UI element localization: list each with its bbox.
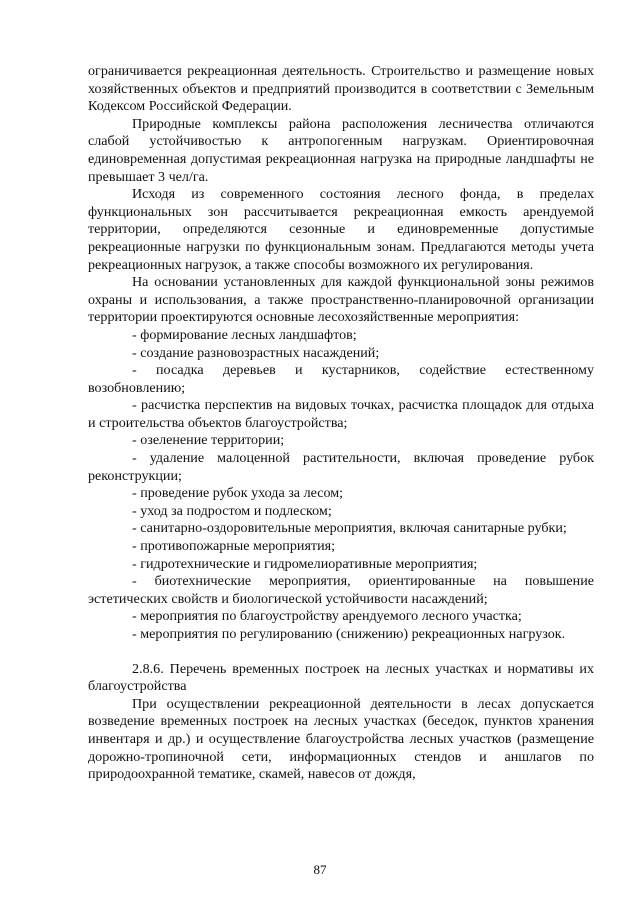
- paragraph-temporary-buildings: При осуществлении рекреационной деятельности в лесах допускается возведение временных построек на лесных участках (беседок, пунктов хранения инвентаря и др.) и осуществление благоустройства лесных участков (размещение дорожно-тропиночной сети, информационных стендов и аншлагов по природоохранной тематике, скамей, навесов от дождя,: [88, 695, 594, 783]
- list-item: - посадка деревьев и кустарников, содействие естественному возобновлению;: [88, 362, 594, 396]
- list-item: - мероприятия по благоустройству арендуемого лесного участка;: [132, 608, 522, 625]
- list-item: - гидротехнические и гидромелиоративные мероприятия;: [132, 555, 478, 572]
- paragraph-recreational-capacity: Исходя из современного состояния лесного фонда, в пределах функциональных зон рассчитывается рекреационная емкость арендуемой территории, определяются сезонные и единовременные допустимые рекреационные нагрузки по функциональным зонам. Предлагаются методы учета рекреационных нагрузок, а также способы возможного их регулирования.: [88, 186, 594, 273]
- list-item: - формирование лесных ландшафтов;: [132, 326, 357, 343]
- list-item: - создание разновозрастных насаждений;: [132, 344, 380, 361]
- section-heading: 2.8.6. Перечень временных построек на лесных участках и нормативы их благоустройства: [88, 660, 594, 695]
- page-number: 87: [313, 862, 327, 877]
- list-item: - озеленение территории;: [132, 432, 285, 449]
- paragraph-natural-complexes: Природные комплексы района расположения лесничества отличаются слабой устойчивостью к антропогенным нагрузкам. Ориентировочная единовременная допустимая рекреационная нагрузка на природные ландшафты не превышает 3 чел/га.: [88, 115, 594, 185]
- document-page: [88, 63, 594, 784]
- list-item: - проведение рубок ухода за лесом;: [132, 485, 344, 502]
- list-item: - мероприятия по регулированию (снижению) рекреационных нагрузок.: [132, 626, 566, 642]
- list-item: - расчистка перспектив на видовых точках, расчистка площадок для отдыха и строительства объектов благоустройства;: [88, 397, 594, 431]
- list-item: - удаление малоценной растительности, включая проведение рубок реконструкции;: [88, 450, 594, 484]
- measures-list: [88, 327, 594, 644]
- paragraph-measures-intro: На основании установленных для каждой функциональной зоны режимов охраны и использования, а также пространственно-планировочной организации территории проектируются основные лесохозяйственные мероприятия:: [88, 274, 594, 326]
- list-item: - санитарно-оздоровительные мероприятия, включая санитарные рубки;: [132, 520, 567, 537]
- list-item: - уход за подростом и подлеском;: [132, 502, 332, 519]
- list-item: - противопожарные мероприятия;: [132, 538, 336, 555]
- paragraph-continuation: ограничивается рекреационная деятельность. Строительство и размещение новых хозяйственных объектов и предприятий производится в соответствии с Земельным Кодексом Российской Федерации.: [88, 63, 594, 115]
- list-item: - биотехнические мероприятия, ориентированные на повышение эстетических свойств и биологической устойчивости насаждений;: [88, 573, 594, 607]
